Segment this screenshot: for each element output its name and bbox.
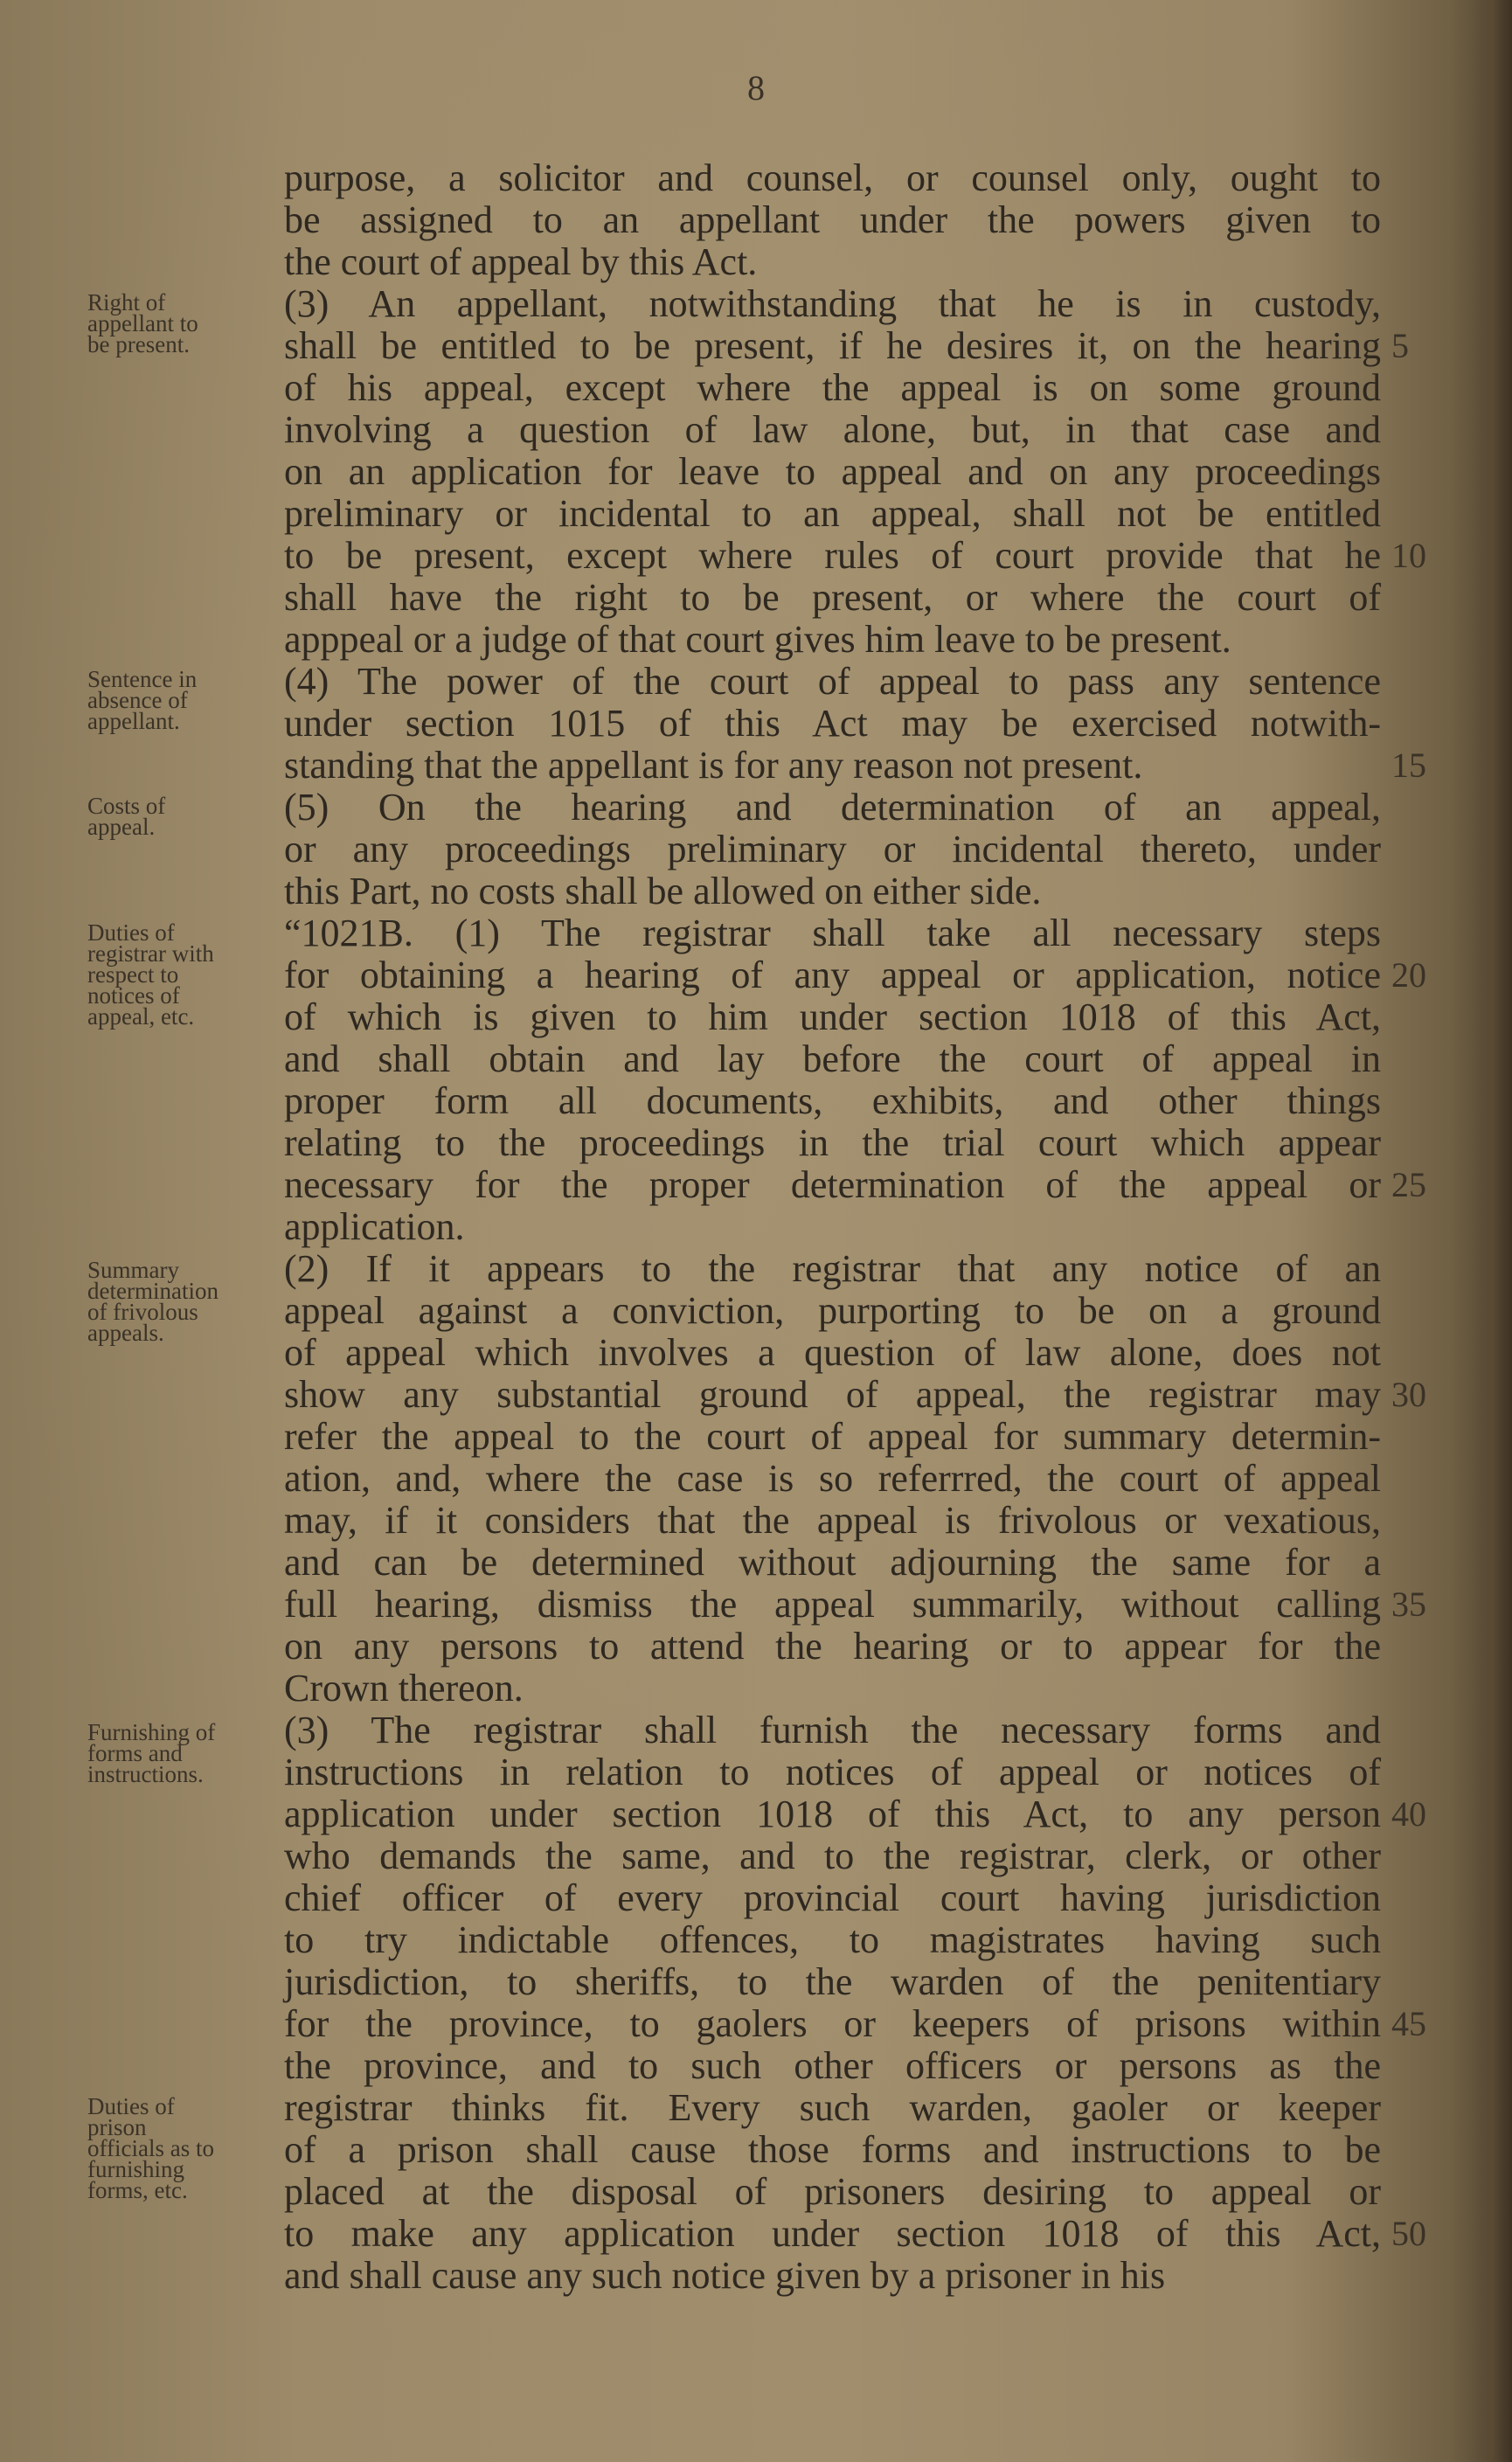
body-line: who demands the same, and to the registrar, clerk, or other [284, 1834, 1381, 1877]
body-line: full hearing, dismiss the appeal summarily, without calling [284, 1583, 1381, 1626]
line-number: 30 [1391, 1375, 1426, 1414]
body-line: under section 1015 of this Act may be exercised notwith- [284, 702, 1381, 745]
body-line: purpose, a solicitor and counsel, or counsel only, ought to [284, 156, 1381, 199]
body-line: necessary for the proper determination of the appeal or [284, 1163, 1381, 1206]
body-line: show any substantial ground of appeal, the registrar may [284, 1373, 1381, 1416]
body-line: Crown thereon. [284, 1667, 524, 1710]
body-line: standing that the appellant is for any reason not present. [284, 744, 1143, 787]
body-line: for the province, to gaolers or keepers of prisons within [284, 2002, 1381, 2045]
line-number: 50 [1391, 2214, 1426, 2253]
body-line: and shall obtain and lay before the court of appeal in [284, 1037, 1381, 1080]
body-line: apppeal or a judge of that court gives him leave to be present. [284, 618, 1231, 661]
body-line: of a prison shall cause those forms and instructions to be [284, 2128, 1381, 2171]
body-line: relating to the proceedings in the trial court which appear [284, 1121, 1381, 1164]
body-line: of his appeal, except where the appeal is on some ground [284, 366, 1381, 409]
body-line: chief officer of every provincial court having jurisdiction [284, 1876, 1381, 1919]
body-line: appeal against a conviction, purporting to be on a ground [284, 1289, 1381, 1332]
line-number: 35 [1391, 1585, 1426, 1624]
line-number: 20 [1391, 955, 1426, 995]
body-line: “1021B. (1) The registrar shall take all necessary steps [284, 912, 1381, 954]
body-line: the court of appeal by this Act. [284, 240, 758, 283]
body-line: placed at the disposal of prisoners desiring to appeal or [284, 2170, 1381, 2213]
body-line: of appeal which involves a question of law alone, does not [284, 1331, 1381, 1374]
body-line: instructions in relation to notices of appeal or notices of [284, 1751, 1381, 1793]
body-line: to be present, except where rules of court provide that he [284, 534, 1381, 577]
body-line: proper form all documents, exhibits, and other things [284, 1079, 1381, 1122]
margin-note: Duties of prison officials as to furnishing forms, etc. [87, 2093, 214, 2203]
margin-note: Duties of registrar with respect to notices of appeal, etc. [87, 919, 214, 1030]
body-line: involving a question of law alone, but, in that case and [284, 408, 1381, 451]
body-line: (3) An appellant, notwithstanding that he is in custody, [284, 282, 1381, 325]
body-line: ation, and, where the case is so referrred, the court of appeal [284, 1457, 1381, 1500]
body-line: application under section 1018 of this Act, to any person [284, 1793, 1381, 1835]
body-line: to try indictable offences, to magistrates having such [284, 1918, 1381, 1961]
body-line: (5) On the hearing and determination of an appeal, [284, 786, 1381, 829]
line-number: 40 [1391, 1794, 1426, 1834]
body-line: and can be determined without adjourning the same for a [284, 1541, 1381, 1584]
body-line: on an application for leave to appeal and on any proceedings [284, 450, 1381, 493]
line-number: 10 [1391, 536, 1426, 575]
line-number: 45 [1391, 2004, 1426, 2043]
body-line: (3) The registrar shall furnish the necessary forms and [284, 1709, 1381, 1751]
margin-note: Summary determination of frivolous appeals. [87, 1257, 218, 1346]
margin-note: Sentence in absence of appellant. [87, 666, 198, 734]
line-number: 25 [1391, 1165, 1426, 1204]
body-line: the province, and to such other officers or persons as the [284, 2044, 1381, 2087]
margin-note: Costs of appeal. [87, 793, 166, 840]
body-line: application. [284, 1205, 465, 1248]
body-line: jurisdiction, to sheriffs, to the warden of the penitentiary [284, 1960, 1381, 2003]
body-line: be assigned to an appellant under the powers given to [284, 198, 1381, 241]
body-line: may, if it considers that the appeal is frivolous or vexatious, [284, 1499, 1381, 1542]
body-line: (4) The power of the court of appeal to pass any sentence [284, 660, 1381, 703]
body-line: preliminary or incidental to an appeal, shall not be entitled [284, 492, 1381, 535]
page-number: 8 [747, 68, 765, 107]
body-line: for obtaining a hearing of any appeal or application, notice [284, 954, 1381, 996]
margin-note: Right of appellant to be present. [87, 289, 198, 357]
body-line: (2) If it appears to the registrar that any notice of an [284, 1247, 1381, 1290]
body-line: shall be entitled to be present, if he desires it, on the hearing [284, 324, 1381, 367]
line-number: 15 [1391, 746, 1426, 785]
page-edge [1475, 0, 1512, 2462]
body-line: registrar thinks fit. Every such warden, gaoler or keeper [284, 2086, 1381, 2129]
line-number: 5 [1391, 326, 1409, 365]
margin-note: Furnishing of forms and instructions. [87, 1719, 216, 1787]
body-line: of which is given to him under section 1018 of this Act, [284, 995, 1381, 1038]
body-line: or any proceedings preliminary or incidental thereto, under [284, 828, 1381, 870]
body-line: refer the appeal to the court of appeal for summary determin- [284, 1415, 1381, 1458]
body-line: and shall cause any such notice given by a prisoner in his [284, 2254, 1166, 2297]
body-line: on any persons to attend the hearing or to appear for the [284, 1625, 1381, 1668]
body-line: to make any application under section 1018 of this Act, [284, 2212, 1381, 2255]
body-line: this Part, no costs shall be allowed on either side. [284, 870, 1042, 912]
body-line: shall have the right to be present, or where the court of [284, 576, 1381, 619]
